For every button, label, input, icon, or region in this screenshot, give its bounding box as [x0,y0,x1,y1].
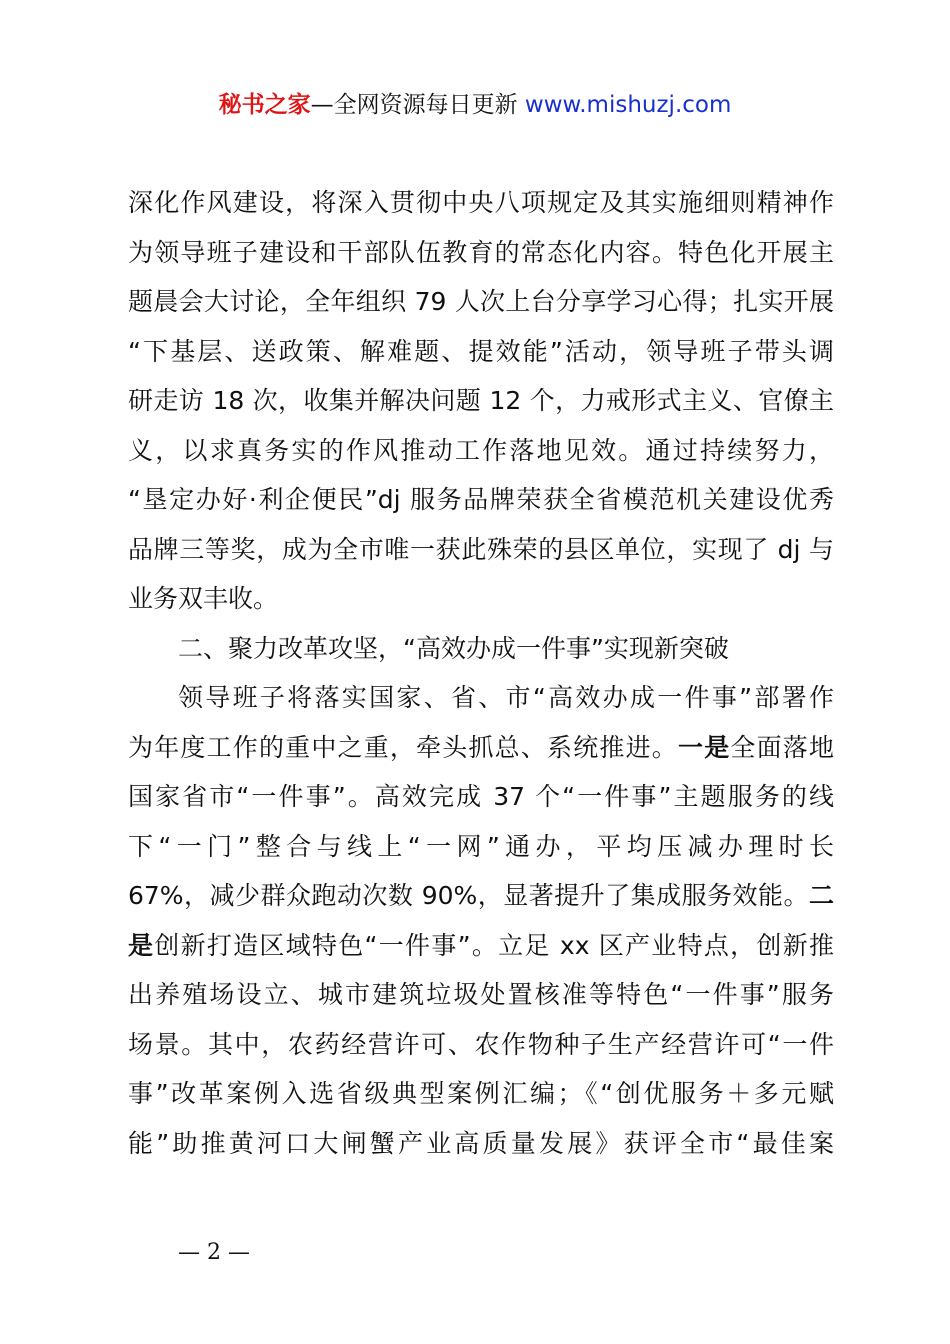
paragraph-line: 品牌三等奖，成为全市唯一获此殊荣的县区单位，实现了 dj 与 [128,534,834,564]
paragraph-line: 能”助推黄河口大闸蟹产业高质量发展》获评全市“最佳案 [128,1128,834,1158]
paragraph-line: 为领导班子建设和干部队伍教育的常态化内容。特色化开展主 [128,237,834,267]
paragraph-line: 深化作风建设，将深入贯彻中央八项规定及其实施细则精神作 [128,188,834,217]
site-tagline: —全网资源每日更新 [310,92,525,118]
line-text: 创新打造区域特色“一件事”。立足 xx 区产业特点，创新推 [154,930,834,960]
section-heading: 二、聚力改革攻坚，“高效办成一件事”实现新突破 [178,633,729,663]
page-number: — 2 — [178,1240,250,1265]
paragraph-line [128,723,834,773]
site-url-link[interactable]: www.mishuzj.com [524,92,732,118]
site-header [0,88,950,122]
line-text: 67%，减少群众跑动次数 90%，显著提升了集成服务效能。 [128,881,809,910]
site-brand: 秘书之家 [218,92,311,118]
paragraph-line: 义，以求真务实的作风推动工作落地见效。通过持续努力， [128,435,834,465]
paragraph-line: 题晨会大讨论，全年组织 79 人次上台分享学习心得；扎实开展 [128,287,834,316]
bold-marker-first: 一是 [678,732,731,762]
paragraph-line: 出养殖场设立、城市建筑垃圾处置核准等特色“一件事”服务 [128,980,834,1009]
paragraph-line: 业务双丰收。 [128,584,279,613]
line-text: 全面落地 [730,732,834,762]
paragraph-line: “下基层、送政策、解难题、提效能”活动，领导班子带头调 [128,336,834,366]
line-text: 为年度工作的重中之重，牵头抓总、系统推进。 [128,732,679,762]
paragraph-line: 国家省市“一件事”。高效完成 37 个“一件事”主题服务的线 [128,782,834,811]
document-body [128,178,834,1168]
bold-marker-second-a: 二 [808,881,834,910]
bold-marker-second-b: 是 [128,930,155,960]
paragraph-line: 研走访 18 次，收集并解决问题 12 个，力戒形式主义、官僚主 [128,386,834,415]
paragraph-line: 领导班子将落实国家、省、市“高效办成一件事”部署作 [178,683,834,712]
paragraph-line: 事”改革案例入选省级典型案例汇编；《“创优服务＋多元赋 [128,1079,834,1108]
paragraph-line: 场景。其中，农药经营许可、农作物种子生产经营许可“一件 [128,1029,834,1059]
paragraph-line [128,921,834,971]
paragraph-line: 下“一门”整合与线上“一网”通办，平均压减办理时长 [128,831,834,861]
paragraph-line [128,871,834,921]
paragraph-line: “垦定办好·利企便民”dj 服务品牌荣获全省模范机关建设优秀 [128,485,834,514]
